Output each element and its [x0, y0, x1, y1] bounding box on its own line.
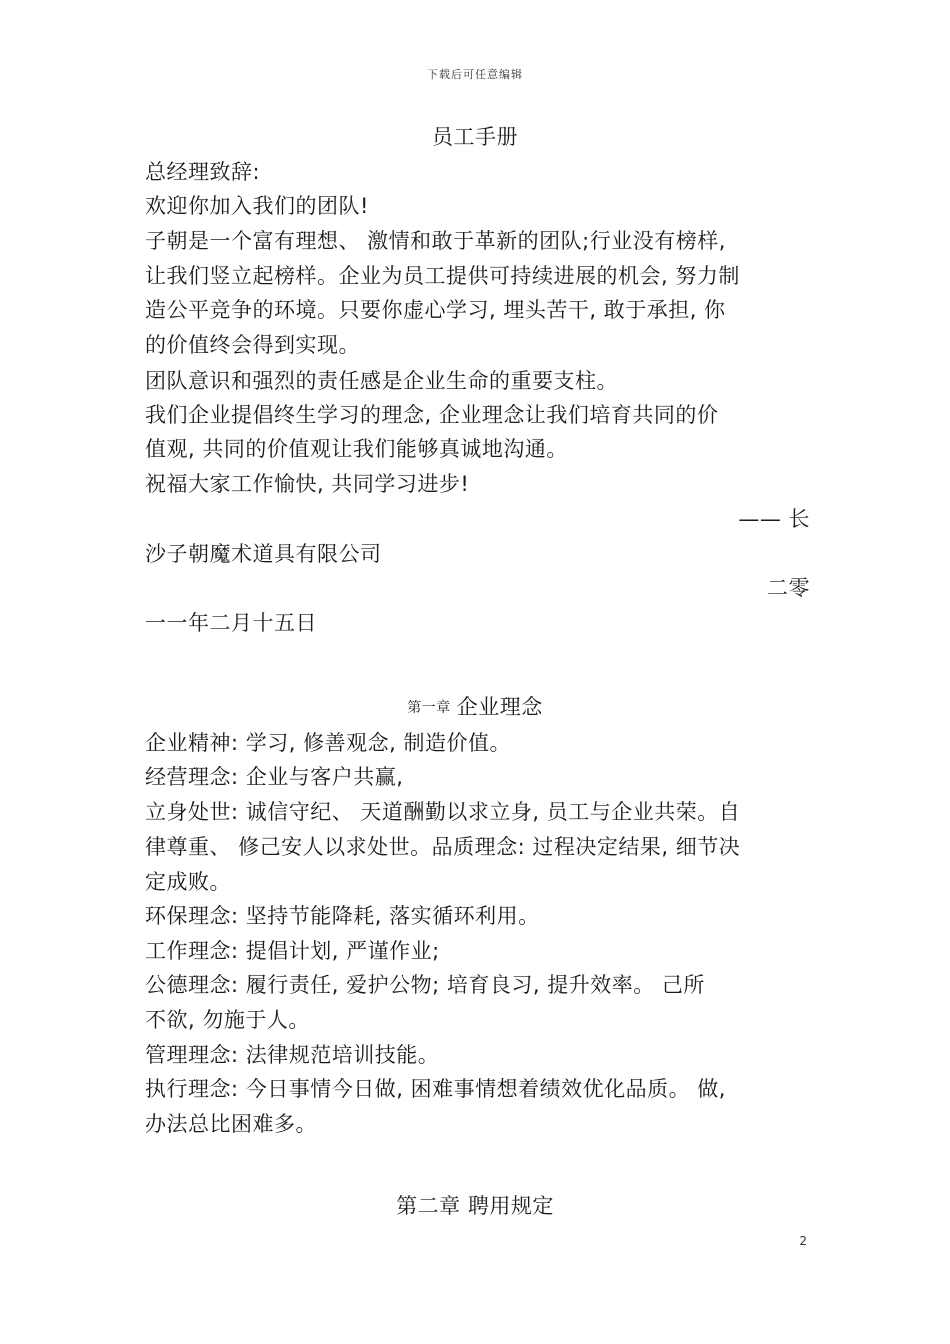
letter-line: 值观, 共同的价值观让我们能够真诚地沟通。 — [145, 437, 568, 461]
header-note: 下载后可任意编辑 — [427, 68, 523, 81]
chapter1-line: 经营理念: 企业与客户共赢, — [145, 765, 404, 789]
chapter1-line: 律尊重、 修己安人以求处世。品质理念: 过程决定结果, 细节决 — [145, 835, 741, 859]
letter-line: 造公平竞争的环境。只要你虚心学习, 埋头苦干, 敢于承担, 你 — [145, 298, 726, 322]
letter-line: 团队意识和强烈的责任感是企业生命的重要支柱。 — [145, 369, 618, 393]
chapter1-line: 管理理念: 法律规范培训技能。 — [145, 1043, 440, 1067]
page-number: 2 — [799, 1234, 807, 1248]
signature-date-part2: 一一年二月十五日 — [145, 611, 317, 635]
letter-line: 让我们竖立起榜样。企业为员工提供可持续进展的机会, 努力制 — [145, 264, 740, 288]
letter-line: 我们企业提倡终生学习的理念, 企业理念让我们培育共同的价 — [145, 403, 719, 427]
chapter1-line: 办法总比困难多。 — [145, 1112, 317, 1136]
chapter1-line: 执行理念: 今日事情今日做, 困难事情想着绩效优化品质。 做, — [145, 1077, 726, 1101]
letter-line: 的价值终会得到实现。 — [145, 333, 360, 357]
chapter1-line: 定成败。 — [145, 870, 231, 894]
chapter1-heading — [0, 690, 950, 725]
letter-line: 祝福大家工作愉快, 共同学习进步! — [145, 472, 470, 496]
chapter2-heading: 第二章 聘用规定 — [396, 1194, 554, 1218]
chapter1-prefix: 第一章 — [407, 700, 451, 716]
signature-dash: —— 长 — [738, 507, 810, 531]
letter-line: 子朝是一个富有理想、 激情和敢于革新的团队;行业没有榜样, — [145, 229, 726, 253]
chapter1-line: 环保理念: 坚持节能降耗, 落实循环利用。 — [145, 904, 540, 928]
letter-line: 欢迎你加入我们的团队! — [145, 194, 369, 218]
chapter1-title: 企业理念 — [456, 695, 543, 719]
signature-date-part1: 二零 — [767, 576, 810, 600]
chapter1-line: 公德理念: 履行责任, 爱护公物; 培育良习, 提升效率。 己所 — [145, 973, 705, 997]
doc-title: 员工手册 — [432, 125, 518, 149]
chapter1-line: 企业精神: 学习, 修善观念, 制造价值。 — [145, 731, 511, 755]
chapter1-line: 工作理念: 提倡计划, 严谨作业; — [145, 939, 440, 963]
letter-heading: 总经理致辞: — [145, 160, 261, 184]
signature-company: 沙子朝魔术道具有限公司 — [145, 542, 382, 566]
chapter1-line: 立身处世: 诚信守纪、 天道酬勤以求立身, 员工与企业共荣。自 — [145, 800, 741, 824]
chapter1-line: 不欲, 勿施于人。 — [145, 1008, 310, 1032]
